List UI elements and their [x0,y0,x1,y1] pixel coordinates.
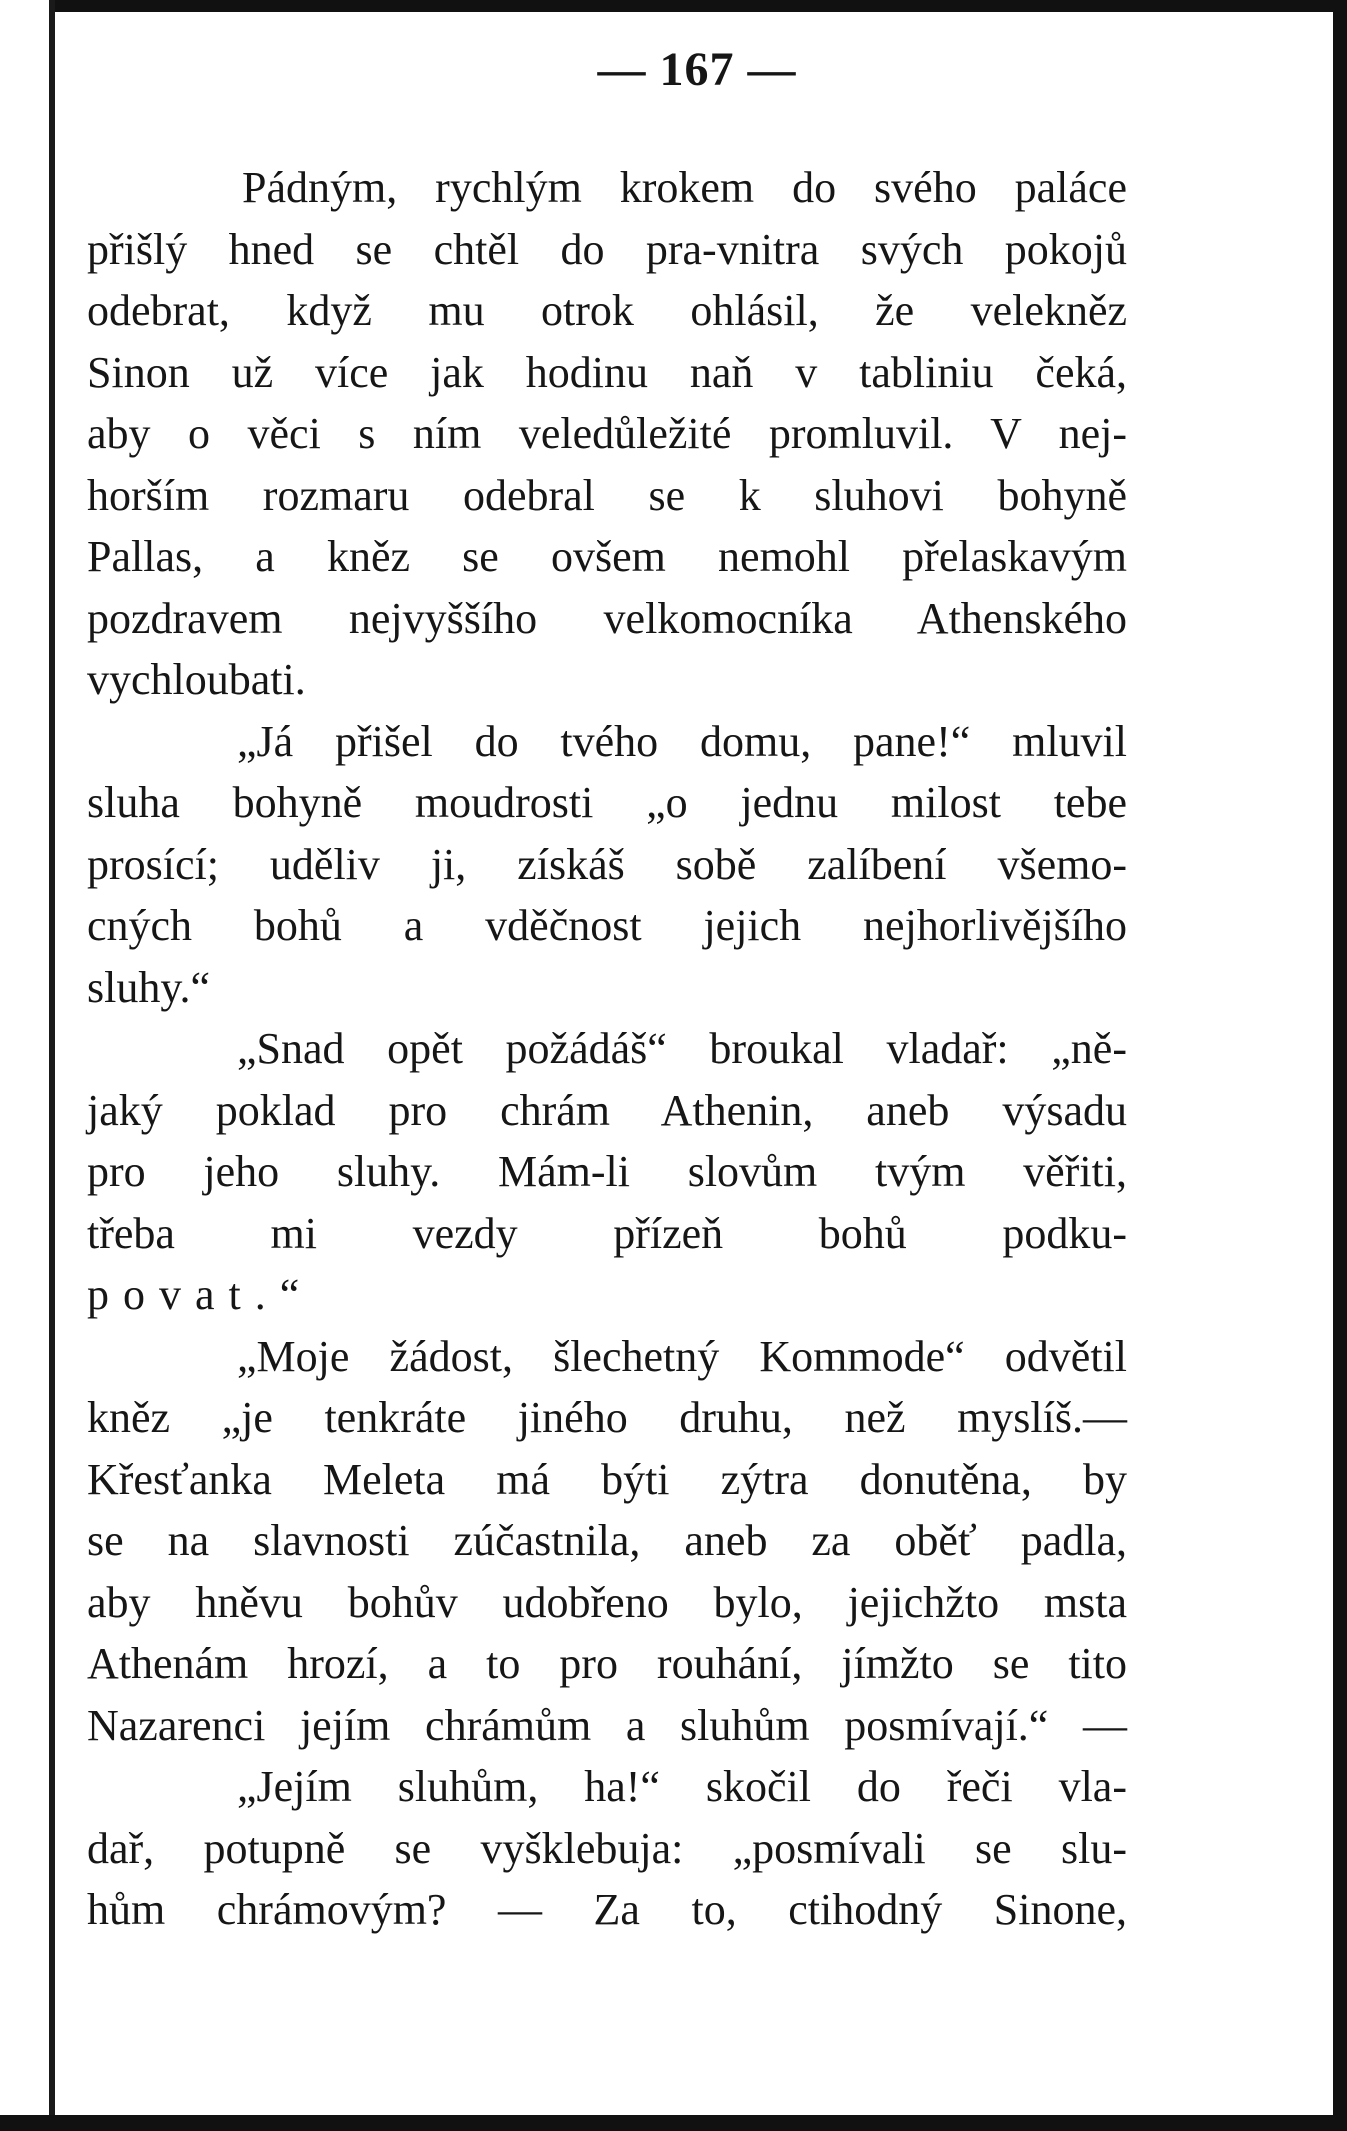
text-line: hům chrámovým? — Za to, ctihodný Sinone, [87,1885,1127,1934]
text-line: Pallas, a kněz se ovšem nemohl přelaskavým [87,532,1127,581]
text-line: třeba mi vezdy přízeň bohů podku- [87,1208,1127,1258]
text-line: sluha bohyně moudrosti „o jednu milost tebe [87,778,1127,827]
text-line: „Moje žádost, šlechetný Kommode“ odvětil [237,1331,1127,1381]
scan-border-right [1333,0,1347,2131]
book-page [61,12,1333,2115]
scan-border-bottom [0,2115,1347,2131]
body-text [87,157,1127,1941]
text-line: Sinon už více jak hodinu naň v tabliniu čeká, [87,347,1127,397]
text-line: povat.“ [87,1270,314,1319]
text-line: „Snad opět požádáš“ broukal vladař: „ně- [237,1024,1127,1073]
text-line: se na slavnosti zúčastnila, aneb za oběť padla, [87,1516,1127,1565]
text-line: aby o věci s ním veledůležité promluvil. V nej- [87,409,1127,458]
text-line: jaký poklad pro chrám Athenin, aneb výsadu [87,1085,1127,1135]
text-line: pro jeho sluhy. Mám-li slovům tvým věřiti, [87,1147,1127,1196]
text-line: „Já přišel do tvého domu, pane!“ mluvil [237,716,1127,766]
page-number: — 167 — [597,43,797,96]
text-line: Křesťanka Meleta má býti zýtra donutěna, by [87,1454,1127,1504]
text-line: pozdravem nejvyššího velkomocníka Athenského [87,593,1127,643]
text-line: přišlý hned se chtěl do pra-vnitra svých pokojů [87,224,1127,274]
text-line: kněz „je tenkráte jiného druhu, než myslíš.— [87,1393,1127,1442]
text-line: Pádným, rychlým krokem do svého paláce [242,163,1127,212]
text-line: horším rozmaru odebral se k sluhovi bohyně [87,470,1127,520]
text-line: sluhy.“ [87,962,211,1012]
text-line: cných bohů a vděčnost jejich nejhorlivějšího [87,901,1127,950]
scan-border-top [0,0,1347,12]
text-line: dař, potupně se vyšklebuja: „posmívali se slu- [87,1823,1127,1873]
text-line: prosící; uděliv ji, získáš sobě zalíbení všemo- [87,839,1127,889]
text-line: „Jejím sluhům, ha!“ skočil do řeči vla- [237,1762,1127,1811]
text-line: Athenám hrozí, a to pro rouhání, jímžto se tito [87,1639,1127,1688]
text-line: Nazarenci jejím chrámům a sluhům posmívají.“ — [87,1700,1127,1750]
text-line: vychloubati. [87,655,306,704]
scan-border-left [0,0,55,2131]
text-line: odebrat, když mu otrok ohlásil, že velekněz [87,286,1127,335]
text-line: aby hněvu bohův udobřeno bylo, jejichžto msta [87,1577,1127,1627]
